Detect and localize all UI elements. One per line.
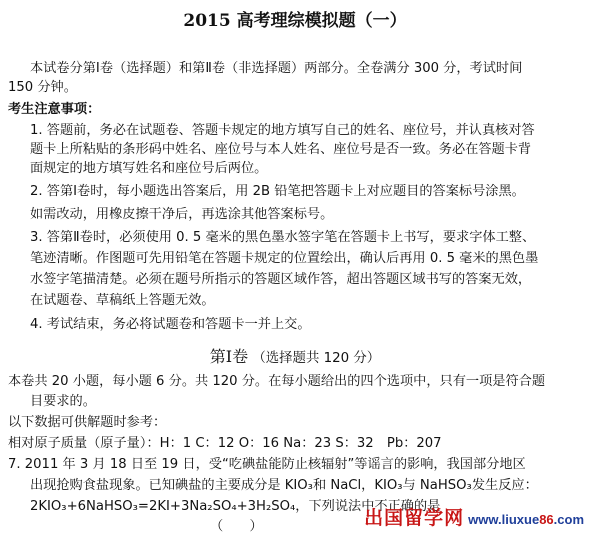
watermark-name: 出国留学网 — [364, 507, 465, 529]
notice-line: 水签字笔描清楚。必须在题号所指示的答题区域作答，超出答题区域书写的答案无效， — [30, 272, 532, 287]
notice-line: 1. 答题前，务必在试题卷、答题卡规定的地方填写自己的姓名、座位号，并认真核对答 — [30, 123, 535, 138]
notice-line: 2. 答第Ⅰ卷时，每小题选出答案后，用 2B 铅笔把答题卡上对应题目的答案标号涂黑。 — [30, 184, 525, 199]
section-name: 第Ⅰ卷 — [209, 347, 249, 366]
watermark-logo — [364, 503, 584, 530]
notice-line: 在试题卷、草稿纸上答题无效。 — [30, 293, 215, 308]
body-line: 本卷共 20 小题，每小题 6 分。共 120 分。在每小题给出的四个选项中，只有一项是符合题 — [8, 374, 546, 389]
notice-line: 面规定的地方填写姓名和座位号后两位。 — [30, 161, 268, 176]
notice-heading: 考生注意事项： — [8, 102, 101, 117]
page-title: 2015 高考理综模拟题（一） — [183, 11, 407, 31]
question-line: 7. 2011 年 3 月 18 日至 19 日，受“吃碘盐能防止核辐射”等谣言的影响，我国部分地区 — [8, 457, 526, 472]
section-heading — [0, 344, 590, 367]
watermark-url-prefix: www.liuxue — [468, 512, 540, 527]
section-subtitle: （选择题共 120 分） — [252, 351, 381, 366]
intro-line: 本试卷分第Ⅰ卷（选择题）和第Ⅱ卷（非选择题）两部分。全卷满分 300 分，考试时间 — [30, 61, 523, 76]
body-line: 相对原子质量（原子量）：H：1 C：12 O：16 Na：23 S：32 Pb：207 — [8, 436, 442, 451]
notice-line: 笔迹清晰。作图题可先用铅笔在答题卡规定的位置绘出，确认后再用 0. 5 毫米的黑色墨 — [30, 251, 539, 266]
watermark-url — [468, 512, 584, 527]
question-line: 2KIO₃+6NaHSO₃=2KI+3Na₂SO₄+3H₂SO₄，下列说法中不正确的是 — [30, 499, 441, 514]
question-line: 出现抢购食盐现象。已知碘盐的主要成分是 KIO₃和 NaCl，KIO₃与 NaHSO₃发生反应： — [30, 478, 538, 493]
intro-line: 150 分钟。 — [8, 80, 77, 95]
answer-blank: （ ） — [210, 519, 263, 534]
watermark-url-number: 86 — [539, 512, 554, 527]
notice-line: 4. 考试结束，务必将试题卷和答题卡一并上交。 — [30, 317, 311, 332]
notice-line: 3. 答第Ⅱ卷时，必须使用 0. 5 毫米的黑色墨水签字笔在答题卡上书写，要求字体工整、 — [30, 230, 536, 245]
notice-line: 题卡上所粘贴的条形码中姓名、座位号与本人姓名、座位号是否一致。务必在答题卡背 — [30, 142, 532, 157]
notice-line: 如需改动，用橡皮擦干净后，再选涂其他答案标号。 — [30, 207, 334, 222]
body-line: 目要求的。 — [30, 394, 96, 409]
body-line: 以下数据可供解题时参考： — [8, 415, 167, 430]
watermark-url-suffix: .com — [553, 512, 584, 527]
